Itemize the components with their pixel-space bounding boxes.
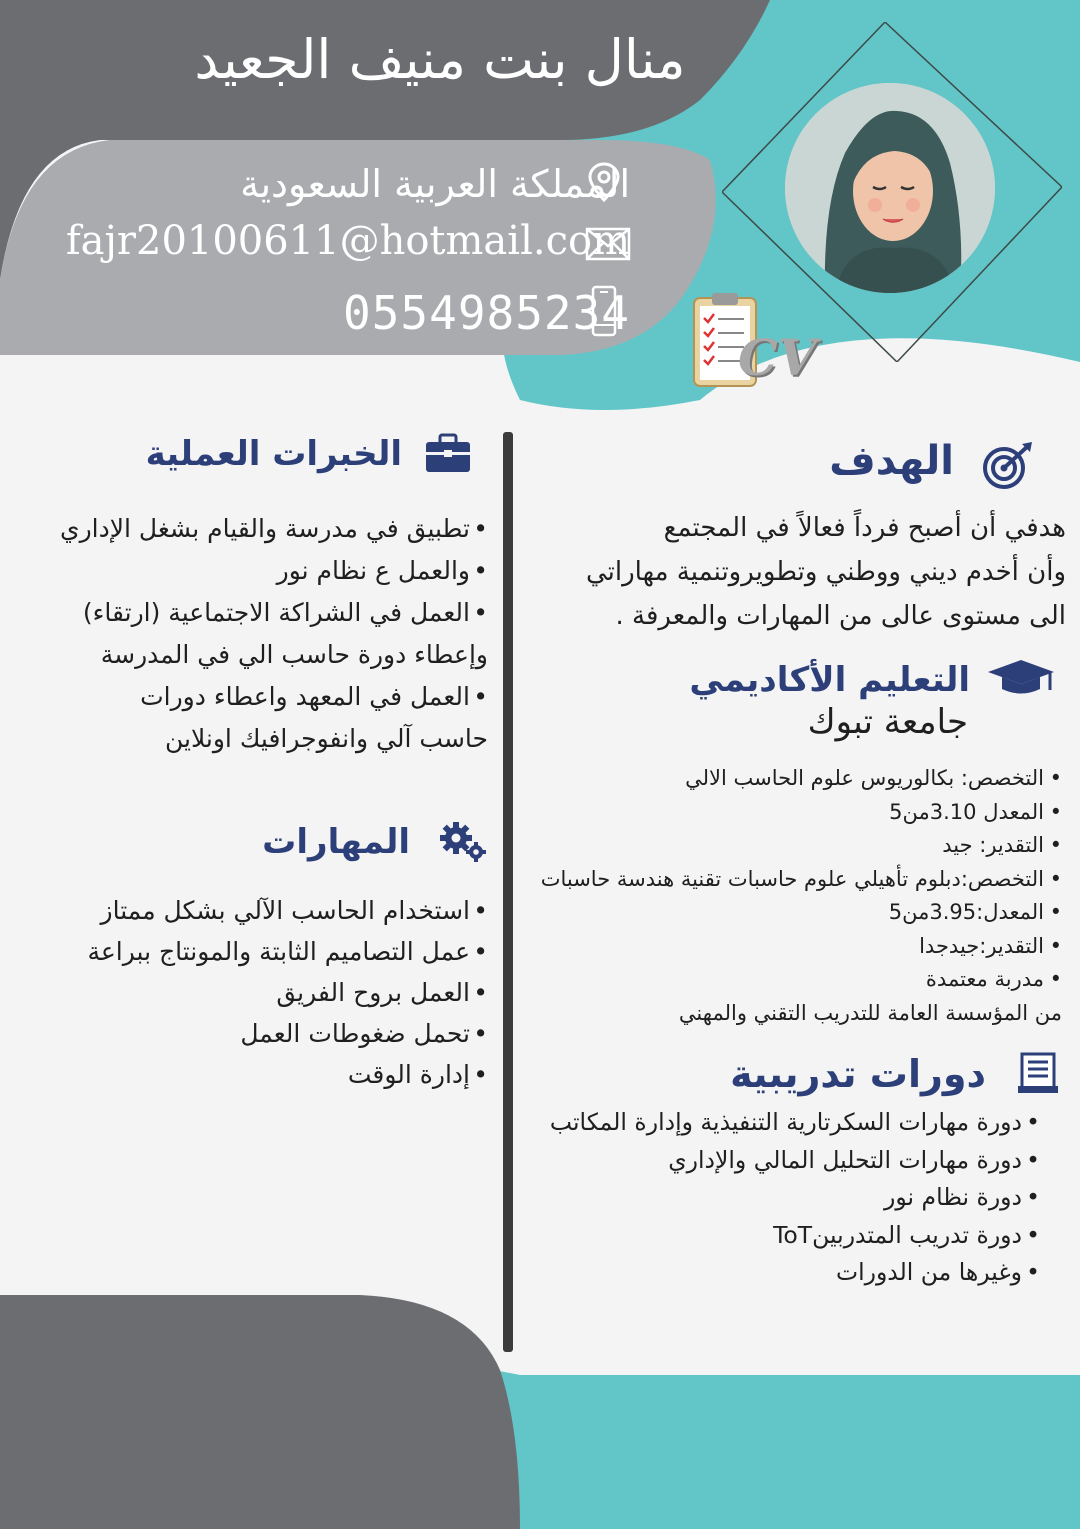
skills-list — [8, 890, 488, 1095]
courses-title: دورات تدريبية — [730, 1052, 986, 1096]
experience-item: • العمل في المعهد واعطاء دورات — [8, 676, 488, 718]
experience-item-continuation: وإعطاء دورة حاسب الي في المدرسة — [100, 640, 488, 669]
goal-paragraph — [510, 506, 1066, 638]
skill-item: • العمل بروح الفريق — [8, 972, 488, 1013]
graduation-cap-icon — [986, 656, 1056, 700]
skill-item: • استخدام الحاسب الآلي بشكل ممتاز — [8, 890, 488, 931]
phone-number[interactable]: 0554985234 — [343, 286, 630, 340]
target-icon — [980, 440, 1036, 490]
briefcase-icon — [423, 432, 473, 476]
education-item: • مدربة معتمدة — [506, 963, 1062, 997]
course-item: • دورة تدريب المتدربينToT — [510, 1217, 1040, 1255]
skill-item: • عمل التصاميم الثابتة والمونتاج ببراعة — [8, 931, 488, 972]
education-list — [506, 762, 1062, 1030]
goal-title: الهدف — [829, 438, 954, 484]
skills-title: المهارات — [262, 822, 410, 862]
avatar-illustration — [785, 83, 995, 293]
education-item: • التقدير:جيدجدا — [506, 930, 1062, 964]
education-item: • التقدير: جيد — [506, 829, 1062, 863]
email-link[interactable]: fajr20100611@hotmail.com — [65, 218, 630, 264]
course-item: • وغيرها من الدورات — [510, 1254, 1040, 1292]
course-item: • دورة مهارات السكرتارية التنفيذية وإدارة المكاتب — [510, 1104, 1040, 1142]
cv-clipboard-icon — [686, 288, 816, 398]
cv-label: CV — [738, 328, 817, 387]
certificate-icon — [1016, 1050, 1062, 1096]
experience-title: الخبرات العملية — [145, 434, 402, 474]
education-item: • التخصص:دبلوم تأهيلي علوم حاسبات تقنية هندسة حاسبات — [506, 863, 1062, 897]
skill-item: • إدارة الوقت — [8, 1054, 488, 1095]
full-name: منال بنت منيف الجعيد — [194, 28, 686, 91]
courses-list — [510, 1104, 1040, 1292]
goal-line: وأن أخدم ديني ووطني وتطويروتنمية مهاراتي — [586, 557, 1066, 587]
experience-item: • والعمل ع نظام نور — [8, 550, 488, 592]
education-item-continuation: من المؤسسة العامة للتدريب التقني والمهني — [678, 1000, 1062, 1025]
experience-list — [8, 508, 488, 760]
education-title: التعليم الأكاديمي — [689, 660, 970, 700]
skill-item: • تحمل ضغوطات العمل — [8, 1013, 488, 1054]
education-item: • التخصص: بكالوريوس علوم الحاسب الالي — [506, 762, 1062, 796]
goal-line: هدفي أن أصبح فرداً فعالاً في المجتمع — [663, 513, 1066, 543]
education-item: • المعدل 3.10من5 — [506, 796, 1062, 830]
education-item: • المعدل:3.95من5 — [506, 896, 1062, 930]
experience-item: • تطبيق في مدرسة والقيام بشغل الإداري — [8, 508, 488, 550]
experience-item-continuation: حاسب آلي وانفوجرافيك اونلاين — [165, 724, 488, 753]
goal-line: الى مستوى عالى من المهارات والمعرفة . — [615, 601, 1066, 631]
gears-icon — [438, 820, 488, 864]
course-item: • دورة مهارات التحليل المالي والإداري — [510, 1142, 1040, 1180]
address-text: المملكة العربية السعودية — [240, 162, 630, 206]
experience-item: • العمل في الشراكة الاجتماعية (ارتقاء) — [8, 592, 488, 634]
university-name: جامعة تبوك — [807, 702, 968, 742]
course-item: • دورة نظام نور — [510, 1179, 1040, 1217]
avatar — [785, 83, 995, 293]
